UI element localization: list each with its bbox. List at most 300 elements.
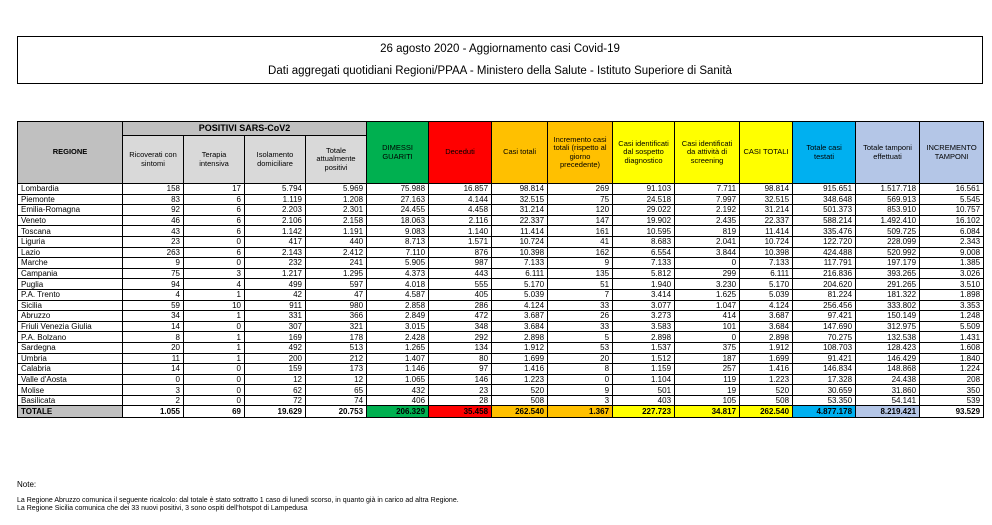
table-row — [18, 332, 984, 343]
value-cell: 321 — [306, 321, 367, 332]
value-cell: 440 — [306, 236, 367, 247]
value-cell: 97.421 — [793, 311, 856, 322]
value-cell: 18.063 — [367, 215, 429, 226]
value-cell: 5.794 — [245, 184, 306, 195]
value-cell: 119 — [675, 374, 740, 385]
value-cell: 1.492.410 — [856, 215, 920, 226]
value-cell: 2.428 — [367, 332, 429, 343]
value-cell: 2.343 — [920, 236, 984, 247]
value-cell: 7.110 — [367, 247, 429, 258]
value-cell: 520 — [740, 385, 793, 396]
col-header-casi-testati: Totale casi testati — [793, 122, 856, 184]
value-cell: 28 — [429, 395, 492, 406]
value-cell: 0 — [184, 364, 245, 375]
value-cell: 4 — [123, 289, 184, 300]
value-cell: 1.608 — [920, 342, 984, 353]
region-cell: Emilia-Romagna — [18, 205, 123, 216]
value-cell: 1.217 — [245, 268, 306, 279]
col-header-sospetto: Casi identificati dal sospetto diagnostico — [613, 122, 675, 184]
value-cell: 3.684 — [740, 321, 793, 332]
value-cell: 101 — [675, 321, 740, 332]
value-cell: 1.265 — [367, 342, 429, 353]
value-cell: 335.476 — [793, 226, 856, 237]
value-cell: 75.988 — [367, 184, 429, 195]
value-cell: 417 — [245, 236, 306, 247]
value-cell: 11 — [123, 353, 184, 364]
value-cell: 169 — [245, 332, 306, 343]
table-row — [18, 184, 984, 195]
covid-data-table — [17, 121, 984, 418]
col-header-dimessi: DIMESSI GUARITI — [367, 122, 429, 184]
value-cell: 0 — [184, 395, 245, 406]
value-cell: 158 — [123, 184, 184, 195]
value-cell: 146 — [429, 374, 492, 385]
value-cell: 2 — [123, 395, 184, 406]
value-cell: 10.724 — [492, 236, 548, 247]
region-cell: Sardegna — [18, 342, 123, 353]
value-cell: 8.683 — [613, 236, 675, 247]
value-cell: 117.791 — [793, 258, 856, 269]
value-cell: 424.488 — [793, 247, 856, 258]
value-cell: 1.625 — [675, 289, 740, 300]
value-cell: 0 — [675, 332, 740, 343]
value-cell: 876 — [429, 247, 492, 258]
col-header-terapia: Terapia intensiva — [184, 136, 245, 184]
value-cell: 256.456 — [793, 300, 856, 311]
value-cell: 10.595 — [613, 226, 675, 237]
value-cell: 6 — [184, 205, 245, 216]
value-cell: 7.997 — [675, 194, 740, 205]
value-cell: 43 — [123, 226, 184, 237]
value-cell: 75 — [123, 268, 184, 279]
value-cell: 1.407 — [367, 353, 429, 364]
value-cell: 26 — [548, 311, 613, 322]
value-cell: 0 — [184, 374, 245, 385]
value-cell: 94 — [123, 279, 184, 290]
value-cell: 1 — [184, 353, 245, 364]
value-cell: 1.191 — [306, 226, 367, 237]
value-cell: 6.111 — [740, 268, 793, 279]
value-cell: 62 — [245, 385, 306, 396]
value-cell: 0 — [675, 258, 740, 269]
value-cell: 0 — [184, 385, 245, 396]
col-header-deceduti: Deceduti — [429, 122, 492, 184]
value-cell: 208 — [920, 374, 984, 385]
value-cell: 1.517.718 — [856, 184, 920, 195]
value-cell: 520 — [492, 385, 548, 396]
region-cell: Abruzzo — [18, 311, 123, 322]
value-cell: 19.629 — [245, 406, 306, 418]
value-cell: 499 — [245, 279, 306, 290]
value-cell: 4.018 — [367, 279, 429, 290]
value-cell: 1.248 — [920, 311, 984, 322]
value-cell: 1.385 — [920, 258, 984, 269]
table-row — [18, 364, 984, 375]
value-cell: 16.561 — [920, 184, 984, 195]
value-cell: 286 — [429, 300, 492, 311]
value-cell: 539 — [920, 395, 984, 406]
value-cell: 1.912 — [740, 342, 793, 353]
value-cell: 20 — [548, 353, 613, 364]
value-cell: 5.969 — [306, 184, 367, 195]
value-cell: 393.265 — [856, 268, 920, 279]
value-cell: 30.659 — [793, 385, 856, 396]
table-row — [18, 311, 984, 322]
value-cell: 42 — [245, 289, 306, 300]
value-cell: 3.687 — [492, 311, 548, 322]
value-cell: 162 — [548, 247, 613, 258]
value-cell: 6 — [184, 226, 245, 237]
value-cell: 348.648 — [793, 194, 856, 205]
value-cell: 3.583 — [613, 321, 675, 332]
value-cell: 3 — [548, 395, 613, 406]
value-cell: 212 — [306, 353, 367, 364]
value-cell: 3.844 — [675, 247, 740, 258]
col-group-positivi: POSITIVI SARS-CoV2 — [123, 122, 367, 136]
value-cell: 7 — [548, 289, 613, 300]
value-cell: 1.223 — [492, 374, 548, 385]
value-cell: 3.026 — [920, 268, 984, 279]
value-cell: 232 — [245, 258, 306, 269]
value-cell: 819 — [675, 226, 740, 237]
value-cell: 509.725 — [856, 226, 920, 237]
value-cell: 150.149 — [856, 311, 920, 322]
value-cell: 51 — [548, 279, 613, 290]
value-cell: 22.337 — [740, 215, 793, 226]
value-cell: 91.103 — [613, 184, 675, 195]
value-cell: 2.898 — [613, 332, 675, 343]
value-cell: 2.192 — [675, 205, 740, 216]
value-cell: 159 — [245, 364, 306, 375]
table-row — [18, 215, 984, 226]
value-cell: 1 — [184, 332, 245, 343]
value-cell: 5.509 — [920, 321, 984, 332]
value-cell: 262.540 — [492, 406, 548, 418]
value-cell: 4.458 — [429, 205, 492, 216]
col-header-screening: Casi identificati da attività di screening — [675, 122, 740, 184]
value-cell: 1.208 — [306, 194, 367, 205]
value-cell: 3.077 — [613, 300, 675, 311]
value-cell: 911 — [245, 300, 306, 311]
region-cell: Toscana — [18, 226, 123, 237]
value-cell: 27.163 — [367, 194, 429, 205]
notes-label: Note: — [17, 480, 37, 489]
region-cell: Piemonte — [18, 194, 123, 205]
value-cell: 375 — [675, 342, 740, 353]
value-cell: 4.124 — [740, 300, 793, 311]
value-cell: 20.753 — [306, 406, 367, 418]
value-cell: 262.540 — [740, 406, 793, 418]
value-cell: 1.146 — [367, 364, 429, 375]
value-cell: 915.651 — [793, 184, 856, 195]
value-cell: 348 — [429, 321, 492, 332]
value-cell: 4.877.178 — [793, 406, 856, 418]
value-cell: 3.015 — [367, 321, 429, 332]
value-cell: 91.421 — [793, 353, 856, 364]
value-cell: 5.170 — [740, 279, 793, 290]
value-cell: 53.350 — [793, 395, 856, 406]
col-header-incremento-tamponi: INCREMENTO TAMPONI — [920, 122, 984, 184]
value-cell: 17 — [184, 184, 245, 195]
value-cell: 1.104 — [613, 374, 675, 385]
value-cell: 3.684 — [492, 321, 548, 332]
value-cell: 3.687 — [740, 311, 793, 322]
total-row — [18, 406, 984, 418]
value-cell: 146.429 — [856, 353, 920, 364]
value-cell: 1.537 — [613, 342, 675, 353]
value-cell: 1.416 — [492, 364, 548, 375]
value-cell: 3.230 — [675, 279, 740, 290]
table-row — [18, 205, 984, 216]
value-cell: 1.512 — [613, 353, 675, 364]
value-cell: 19.902 — [613, 215, 675, 226]
col-header-incremento-casi: Incremento casi totali (rispetto al giorno precedente) — [548, 122, 613, 184]
value-cell: 6.554 — [613, 247, 675, 258]
table-row — [18, 300, 984, 311]
value-cell: 80 — [429, 353, 492, 364]
value-cell: 1 — [184, 289, 245, 300]
value-cell: 33 — [548, 321, 613, 332]
value-cell: 1.699 — [740, 353, 793, 364]
value-cell: 31.860 — [856, 385, 920, 396]
value-cell: 19 — [675, 385, 740, 396]
page-title: 26 agosto 2020 - Aggiornamento casi Covid-19 — [380, 43, 620, 55]
value-cell: 11.414 — [492, 226, 548, 237]
value-cell: 1.571 — [429, 236, 492, 247]
value-cell: 569.913 — [856, 194, 920, 205]
value-cell: 2.898 — [740, 332, 793, 343]
value-cell: 2.158 — [306, 215, 367, 226]
value-cell: 197.179 — [856, 258, 920, 269]
value-cell: 0 — [184, 236, 245, 247]
value-cell: 4 — [184, 279, 245, 290]
value-cell: 134 — [429, 342, 492, 353]
value-cell: 1.912 — [492, 342, 548, 353]
value-cell: 1.699 — [492, 353, 548, 364]
value-cell: 24.518 — [613, 194, 675, 205]
value-cell: 443 — [429, 268, 492, 279]
value-cell: 406 — [367, 395, 429, 406]
value-cell: 75 — [548, 194, 613, 205]
value-cell: 74 — [306, 395, 367, 406]
table-row — [18, 289, 984, 300]
value-cell: 9.008 — [920, 247, 984, 258]
value-cell: 92 — [123, 205, 184, 216]
value-cell: 20 — [123, 342, 184, 353]
region-cell: Veneto — [18, 215, 123, 226]
value-cell: 46 — [123, 215, 184, 226]
region-cell: Valle d'Aosta — [18, 374, 123, 385]
value-cell: 148.868 — [856, 364, 920, 375]
value-cell: 10.757 — [920, 205, 984, 216]
value-cell: 1.223 — [740, 374, 793, 385]
value-cell: 34 — [123, 311, 184, 322]
value-cell: 0 — [184, 321, 245, 332]
value-cell: 263 — [123, 247, 184, 258]
value-cell: 10.398 — [492, 247, 548, 258]
value-cell: 32.515 — [492, 194, 548, 205]
region-cell: P.A. Bolzano — [18, 332, 123, 343]
table-row — [18, 258, 984, 269]
value-cell: 181.322 — [856, 289, 920, 300]
table-row — [18, 279, 984, 290]
region-cell: Sicilia — [18, 300, 123, 311]
value-cell: 2.143 — [245, 247, 306, 258]
value-cell: 2.412 — [306, 247, 367, 258]
value-cell: 2.849 — [367, 311, 429, 322]
value-cell: 9 — [548, 385, 613, 396]
value-cell: 350 — [920, 385, 984, 396]
col-header-ricoverati: Ricoverati con sintomi — [123, 136, 184, 184]
value-cell: 1.224 — [920, 364, 984, 375]
col-header-tamponi: Totale tamponi effettuati — [856, 122, 920, 184]
col-header-regione: REGIONE — [18, 122, 123, 184]
value-cell: 333.802 — [856, 300, 920, 311]
value-cell: 105 — [675, 395, 740, 406]
value-cell: 5.170 — [492, 279, 548, 290]
value-cell: 161 — [548, 226, 613, 237]
value-cell: 555 — [429, 279, 492, 290]
value-cell: 147 — [548, 215, 613, 226]
value-cell: 2.435 — [675, 215, 740, 226]
value-cell: 1.055 — [123, 406, 184, 418]
value-cell: 0 — [184, 258, 245, 269]
value-cell: 32.515 — [740, 194, 793, 205]
value-cell: 312.975 — [856, 321, 920, 332]
value-cell: 1.898 — [920, 289, 984, 300]
region-cell: Marche — [18, 258, 123, 269]
value-cell: 65 — [306, 385, 367, 396]
value-cell: 1.416 — [740, 364, 793, 375]
value-cell: 5.905 — [367, 258, 429, 269]
value-cell: 135 — [548, 268, 613, 279]
value-cell: 12 — [245, 374, 306, 385]
value-cell: 1.065 — [367, 374, 429, 385]
value-cell: 59 — [123, 300, 184, 311]
value-cell: 1.142 — [245, 226, 306, 237]
value-cell: 93.529 — [920, 406, 984, 418]
value-cell: 14 — [123, 364, 184, 375]
region-cell: Liguria — [18, 236, 123, 247]
value-cell: 1.140 — [429, 226, 492, 237]
value-cell: 3 — [184, 268, 245, 279]
value-cell: 5.812 — [613, 268, 675, 279]
region-cell: TOTALE — [18, 406, 123, 418]
value-cell: 257 — [675, 364, 740, 375]
value-cell: 3.353 — [920, 300, 984, 311]
value-cell: 33 — [548, 300, 613, 311]
value-cell: 2.858 — [367, 300, 429, 311]
value-cell: 4.144 — [429, 194, 492, 205]
value-cell: 980 — [306, 300, 367, 311]
value-cell: 83 — [123, 194, 184, 205]
table-row — [18, 374, 984, 385]
value-cell: 204.620 — [793, 279, 856, 290]
value-cell: 7.133 — [492, 258, 548, 269]
value-cell: 98.814 — [492, 184, 548, 195]
region-cell: Friuli Venezia Giulia — [18, 321, 123, 332]
value-cell: 34.817 — [675, 406, 740, 418]
value-cell: 10.724 — [740, 236, 793, 247]
value-cell: 2.203 — [245, 205, 306, 216]
value-cell: 513 — [306, 342, 367, 353]
value-cell: 41 — [548, 236, 613, 247]
value-cell: 146.834 — [793, 364, 856, 375]
value-cell: 228.099 — [856, 236, 920, 247]
title-box — [17, 36, 983, 84]
value-cell: 987 — [429, 258, 492, 269]
value-cell: 299 — [675, 268, 740, 279]
value-cell: 200 — [245, 353, 306, 364]
table-row — [18, 342, 984, 353]
value-cell: 307 — [245, 321, 306, 332]
value-cell: 16.857 — [429, 184, 492, 195]
value-cell: 70.275 — [793, 332, 856, 343]
value-cell: 2.301 — [306, 205, 367, 216]
value-cell: 2.106 — [245, 215, 306, 226]
value-cell: 3.273 — [613, 311, 675, 322]
col-header-isolamento: Isolamento domiciliare — [245, 136, 306, 184]
value-cell: 588.214 — [793, 215, 856, 226]
value-cell: 1.159 — [613, 364, 675, 375]
value-cell: 29.022 — [613, 205, 675, 216]
table-row — [18, 194, 984, 205]
table-row — [18, 226, 984, 237]
value-cell: 8 — [123, 332, 184, 343]
value-cell: 6 — [184, 247, 245, 258]
value-cell: 9 — [123, 258, 184, 269]
notes — [17, 480, 459, 514]
table-row — [18, 395, 984, 406]
value-cell: 11.414 — [740, 226, 793, 237]
value-cell: 10 — [184, 300, 245, 311]
value-cell: 6.111 — [492, 268, 548, 279]
col-header-totale-positivi: Totale attualmente positivi — [306, 136, 367, 184]
value-cell: 1.295 — [306, 268, 367, 279]
value-cell: 24.455 — [367, 205, 429, 216]
region-cell: Molise — [18, 385, 123, 396]
value-cell: 4.124 — [492, 300, 548, 311]
value-cell: 35.458 — [429, 406, 492, 418]
region-cell: Basilicata — [18, 395, 123, 406]
value-cell: 269 — [548, 184, 613, 195]
value-cell: 5 — [548, 332, 613, 343]
value-cell: 122.720 — [793, 236, 856, 247]
table-row — [18, 268, 984, 279]
value-cell: 331 — [245, 311, 306, 322]
value-cell: 501.373 — [793, 205, 856, 216]
table-row — [18, 385, 984, 396]
value-cell: 9.083 — [367, 226, 429, 237]
value-cell: 132.538 — [856, 332, 920, 343]
value-cell: 4.587 — [367, 289, 429, 300]
value-cell: 1.119 — [245, 194, 306, 205]
value-cell: 3 — [123, 385, 184, 396]
value-cell: 492 — [245, 342, 306, 353]
value-cell: 241 — [306, 258, 367, 269]
value-cell: 69 — [184, 406, 245, 418]
value-cell: 173 — [306, 364, 367, 375]
col-header-casi-totali: Casi totali — [492, 122, 548, 184]
value-cell: 501 — [613, 385, 675, 396]
value-cell: 2.041 — [675, 236, 740, 247]
value-cell: 23 — [123, 236, 184, 247]
region-cell: Lazio — [18, 247, 123, 258]
value-cell: 432 — [367, 385, 429, 396]
value-cell: 128.423 — [856, 342, 920, 353]
col-header-casi-totali-caps: CASI TOTALI — [740, 122, 793, 184]
value-cell: 120 — [548, 205, 613, 216]
